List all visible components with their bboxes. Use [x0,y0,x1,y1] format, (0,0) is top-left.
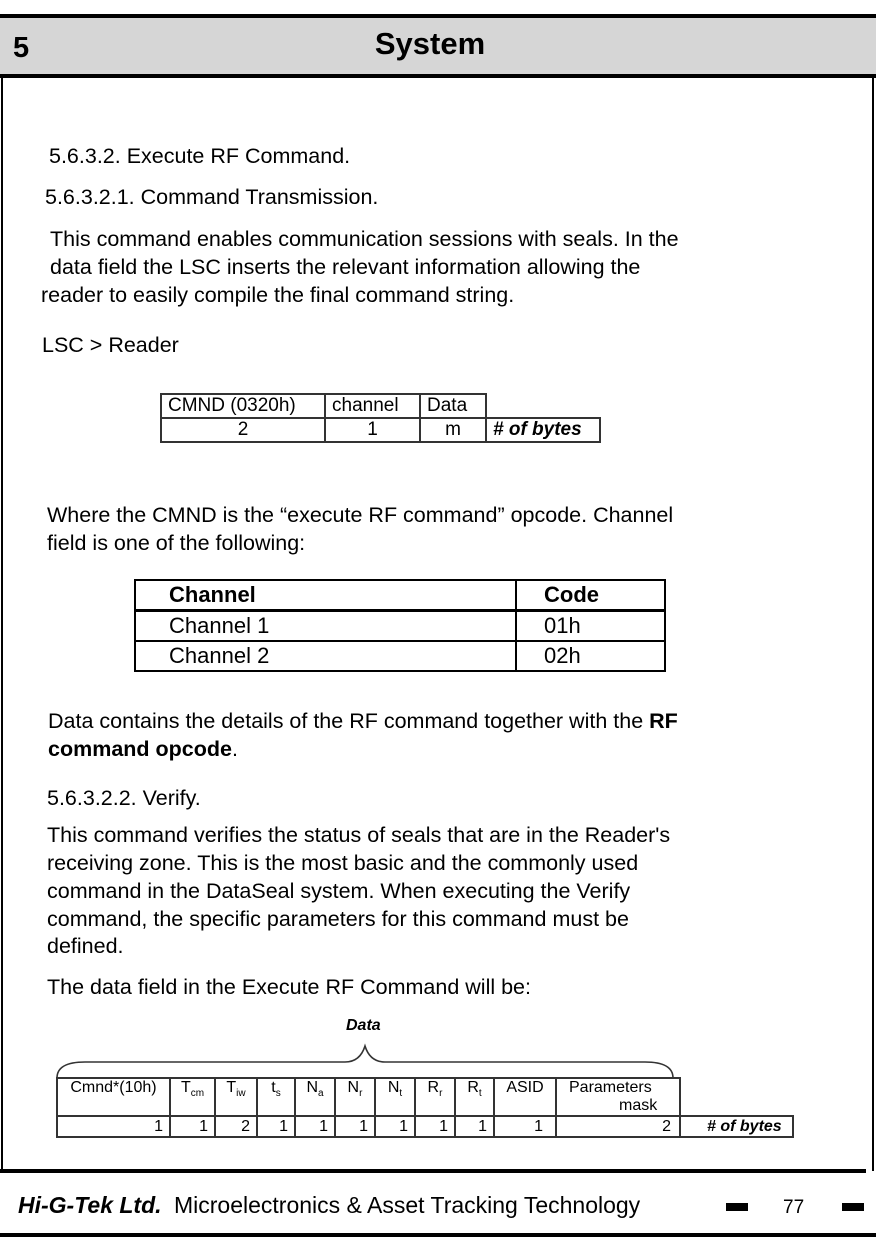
verify-line: receiving zone. This is the most basic and the commonly used [47,851,639,875]
chapter-title: System [374,26,486,61]
frame-field: $N_r$ [335,1078,375,1116]
page-border-right [872,78,874,1171]
frame-field: ASID [494,1078,556,1116]
verify-line: command, the specific parameters for this command must be [47,907,629,931]
verify-line: defined. [47,934,124,958]
frame-field: $R_r$ [415,1078,455,1116]
frame-bytes: 2 [215,1116,257,1137]
cmd-header: CMND (0320h) [161,394,325,418]
channel-code: 02h [516,641,665,671]
frame-bytes: 1 [257,1116,295,1137]
frame-field: $R_t$ [455,1078,494,1116]
frame-field: $N_a$ [295,1078,335,1116]
footer-rule [0,1169,866,1173]
footer-rule-bottom [0,1233,876,1237]
data-contains-text-2: command opcode. [48,737,238,761]
channel-name: Channel 2 [135,641,516,671]
cmd-header: Data [420,394,486,418]
channel-intro-line: field is one of the following: [47,531,306,555]
chapter-number: 5 [13,32,30,64]
verify-heading: 5.6.3.2.2. Verify. [47,786,201,810]
channel-table [134,579,666,672]
footer-dash-left [726,1203,748,1211]
cmd-header: channel [325,394,420,418]
frame-field: $t_s$ [257,1078,295,1116]
frame-field: $T_{iw}$ [215,1078,257,1116]
frame-field: Parameters mask [556,1078,680,1116]
channel-table-header: Channel [135,580,516,611]
channel-code: 01h [516,611,665,642]
cmd-value: 2 [161,418,325,442]
page-number: 77 [783,1197,805,1218]
command-table [160,393,601,443]
frame-bytes: 1 [170,1116,215,1137]
frame-bytes: 1 [494,1116,556,1137]
data-field-text: The data field in the Execute RF Command will be: [47,975,531,999]
frame-bytes: 2 [556,1116,680,1137]
bytes-label: # of bytes [486,418,600,442]
frame-bytes: 1 [57,1116,170,1137]
direction-label: LSC > Reader [42,333,179,357]
frame-bytes: 1 [375,1116,415,1137]
footer-dash-right [842,1203,864,1211]
footer-tagline: Microelectronics & Asset Tracking Technology [174,1192,641,1218]
frame-bytes: 1 [335,1116,375,1137]
footer-company: Hi-G-Tek Ltd. [18,1192,162,1218]
intro-line: data field the LSC inserts the relevant information allowing the [50,255,641,279]
channel-name: Channel 1 [135,611,516,642]
section-heading: 5.6.3.2. Execute RF Command. [49,144,351,168]
cmd-value: 1 [325,418,420,442]
frame-bytes: 1 [295,1116,335,1137]
frame-field: $N_t$ [375,1078,415,1116]
frame-bytes: 1 [455,1116,494,1137]
verify-line: This command verifies the status of seals that are in the Reader's [47,823,671,847]
frame-bytes: 1 [415,1116,455,1137]
frame-field: $T_{cm}$ [170,1078,215,1116]
page-border-left [1,78,3,1171]
intro-line: reader to easily compile the final command string. [41,283,515,307]
cmd-value: m [420,418,486,442]
data-contains-text: Data contains the details of the RF command together with the RF [48,709,678,733]
frame-field: Cmnd*(10h) [57,1078,170,1116]
data-brace [55,1040,675,1080]
data-brace-label: Data [346,1017,381,1034]
intro-line: This command enables communication sessions with seals. In the [50,227,679,251]
chapter-header [0,14,876,78]
channel-intro-line: Where the CMND is the “execute RF command” opcode. Channel [47,503,674,527]
channel-table-header: Code [516,580,665,611]
data-frame-table [56,1077,794,1138]
section-subheading: 5.6.3.2.1. Command Transmission. [45,185,379,209]
frame-bytes-label: # of bytes [680,1116,793,1137]
verify-line: command in the DataSeal system. When executing the Verify [47,879,631,903]
